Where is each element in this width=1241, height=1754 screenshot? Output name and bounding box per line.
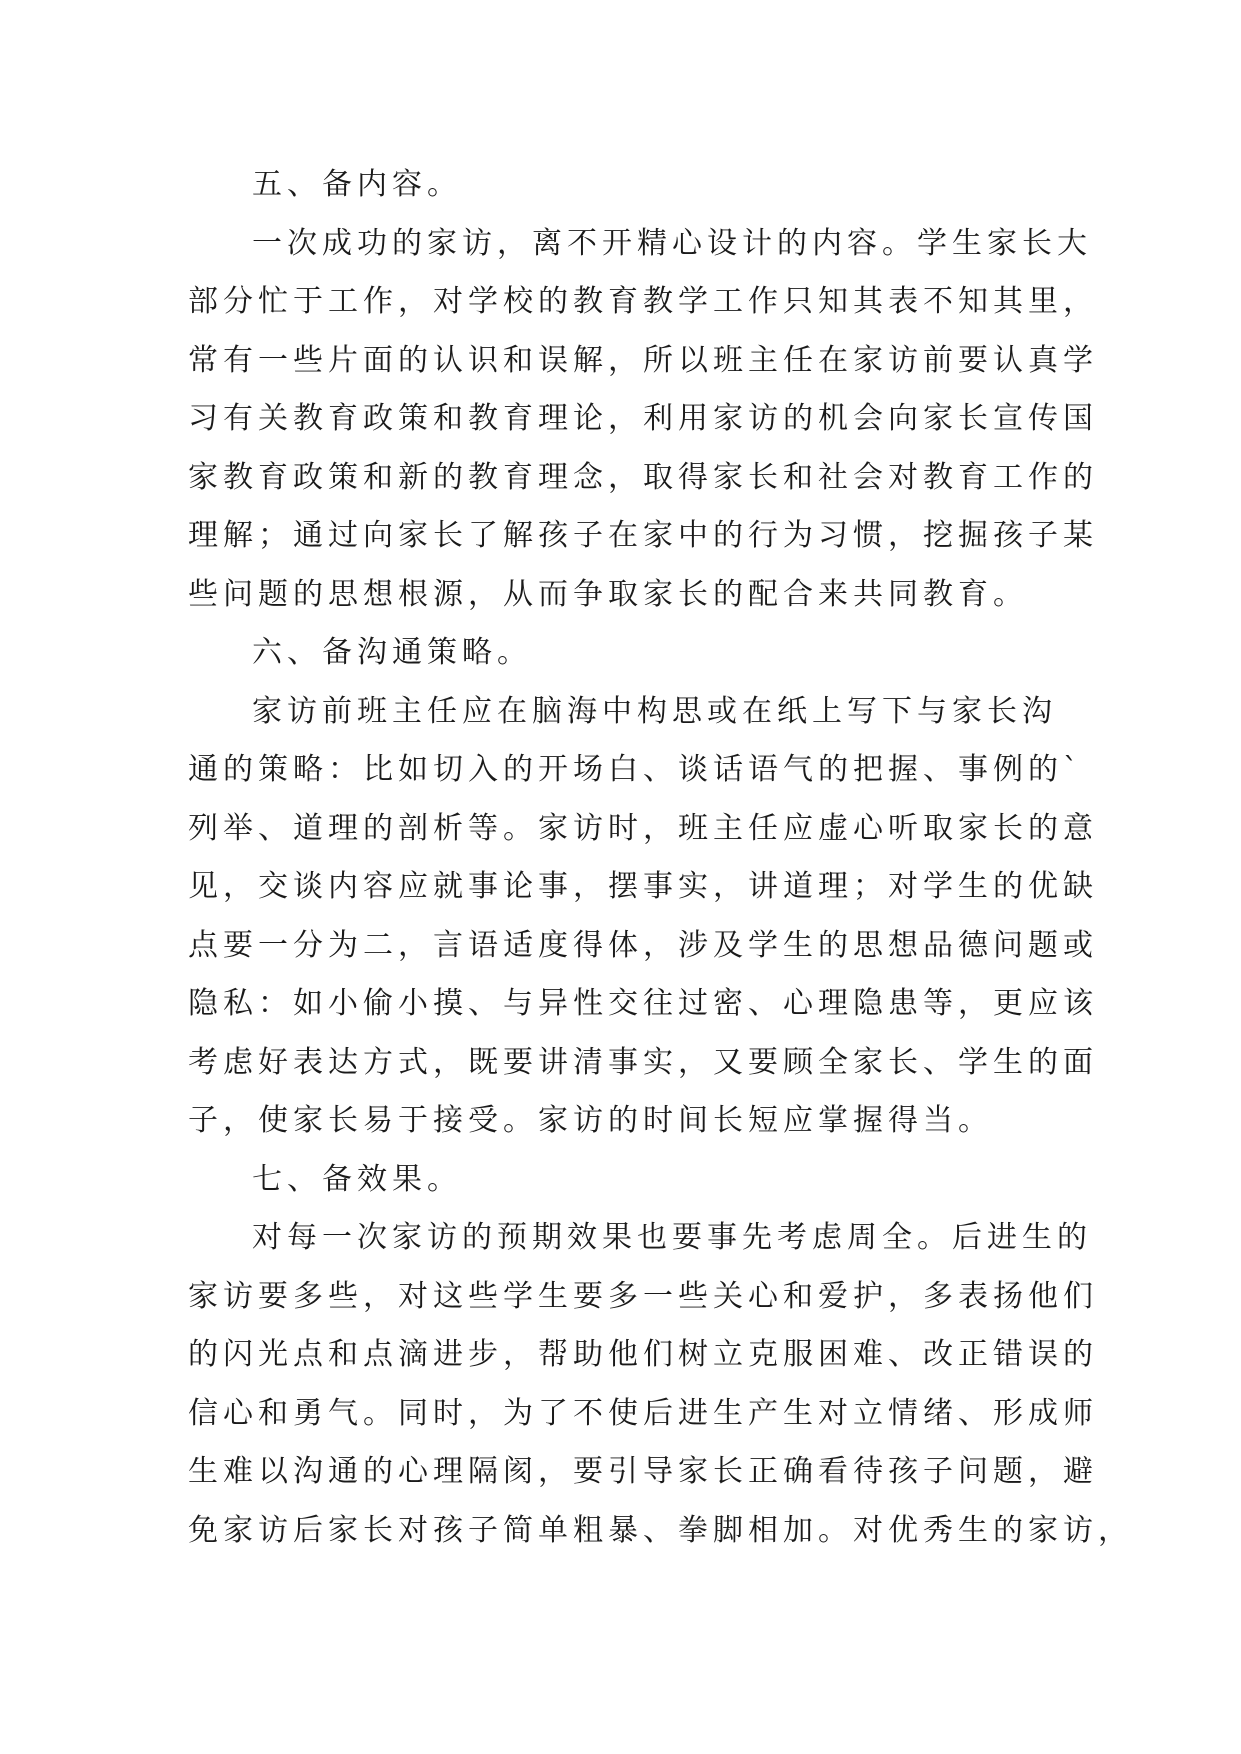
paragraph-line: 通的策略：比如切入的开场白、谈话语气的把握、事例的` bbox=[188, 752, 1083, 787]
document-body bbox=[188, 156, 1133, 1560]
paragraph-line: 列举、道理的剖析等。家访时，班主任应虚心听取家长的意 bbox=[188, 810, 1098, 846]
paragraph-line: 部分忙于工作，对学校的教育教学工作只知其表不知其里， bbox=[188, 284, 1098, 319]
paragraph-line: 的闪光点和点滴进步，帮助他们树立克服困难、改正错误的 bbox=[188, 1337, 1098, 1372]
paragraph-line: 家访要多些，对这些学生要多一些关心和爱护，多表扬他们 bbox=[188, 1278, 1098, 1314]
section-heading-6: 六、备沟通策略。 bbox=[252, 635, 532, 670]
section-heading-7: 七、备效果。 bbox=[252, 1161, 462, 1197]
paragraph-line: 免家访后家长对孩子简单粗暴、拳脚相加。对优秀生的家访， bbox=[188, 1512, 1133, 1548]
section-heading-5: 五、备内容。 bbox=[252, 167, 462, 202]
paragraph-line: 对每一次家访的预期效果也要事先考虑周全。后进生的 bbox=[252, 1220, 1092, 1255]
paragraph-line: 子，使家长易于接受。家访的时间长短应掌握得当。 bbox=[188, 1103, 993, 1138]
paragraph-line: 些问题的思想根源，从而争取家长的配合来共同教育。 bbox=[188, 576, 1028, 612]
paragraph-line: 点要一分为二，言语适度得体，涉及学生的思想品德问题或 bbox=[188, 927, 1098, 963]
paragraph-line: 一次成功的家访，离不开精心设计的内容。学生家长大 bbox=[252, 225, 1092, 261]
paragraph-line: 常有一些片面的认识和误解，所以班主任在家访前要认真学 bbox=[188, 342, 1098, 378]
paragraph-line: 见，交谈内容应就事论事，摆事实，讲道理；对学生的优缺 bbox=[188, 869, 1098, 904]
paragraph-line: 家教育政策和新的教育理念，取得家长和社会对教育工作的 bbox=[188, 459, 1098, 495]
paragraph-line: 考虑好表达方式，既要讲清事实，又要顾全家长、学生的面 bbox=[188, 1044, 1098, 1080]
paragraph-line: 家访前班主任应在脑海中构思或在纸上写下与家长沟 bbox=[252, 693, 1057, 729]
paragraph-line: 生难以沟通的心理隔阂，要引导家长正确看待孩子问题，避 bbox=[188, 1454, 1098, 1489]
paragraph-line: 隐私：如小偷小摸、与异性交往过密、心理隐患等，更应该 bbox=[188, 986, 1098, 1021]
paragraph-line: 理解；通过向家长了解孩子在家中的行为习惯，挖掘孩子某 bbox=[188, 518, 1098, 553]
paragraph-line: 信心和勇气。同时，为了不使后进生产生对立情绪、形成师 bbox=[188, 1395, 1098, 1431]
paragraph-line: 习有关教育政策和教育理论，利用家访的机会向家长宣传国 bbox=[188, 401, 1098, 436]
